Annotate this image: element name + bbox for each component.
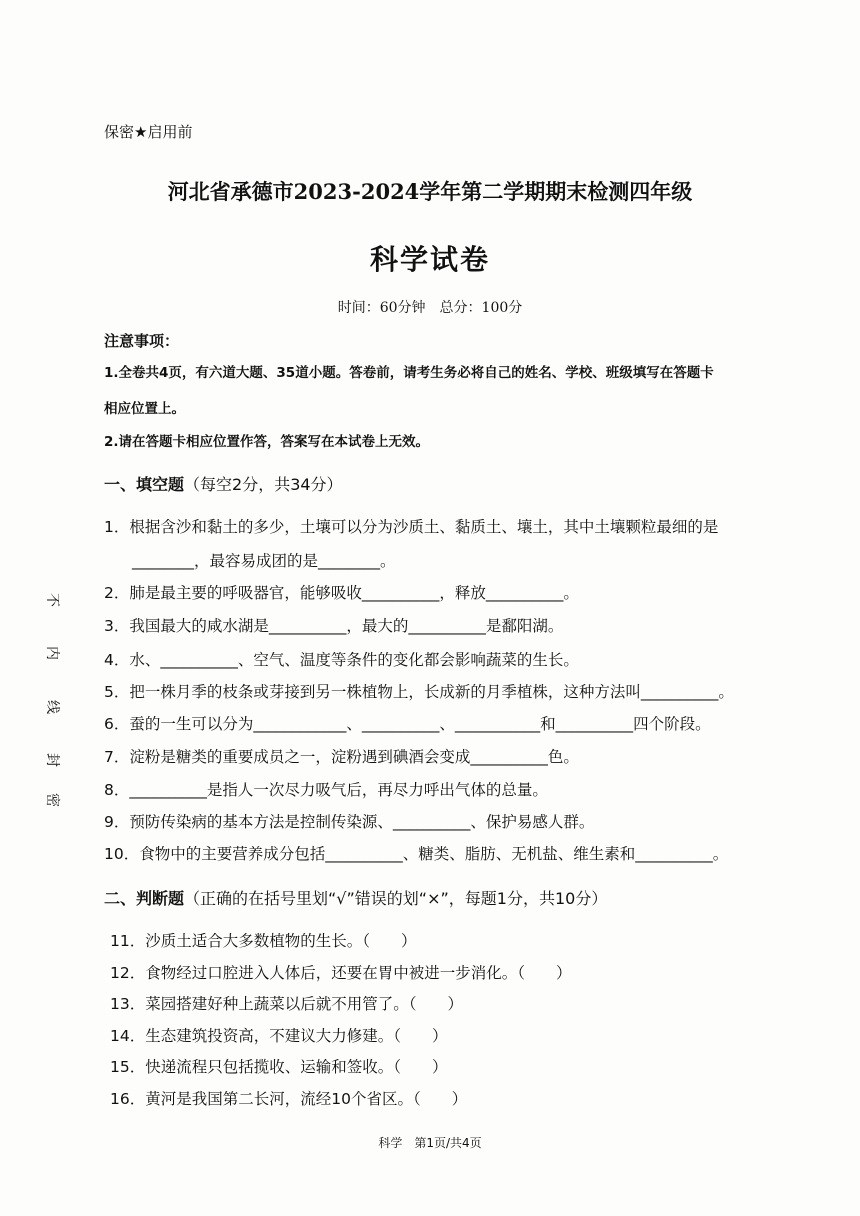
section-fill-blank-heading bbox=[104, 472, 343, 495]
question-line: 2．肺是最主要的呼吸器官，能够吸收__________，释放__________。 bbox=[104, 584, 579, 602]
question-line: 9．预防传染病的基本方法是控制传染源、__________、保护易感人群。 bbox=[104, 813, 595, 831]
binding-line-mark: 线 bbox=[44, 700, 60, 714]
question-line: ________，最容易成团的是________。 bbox=[132, 552, 396, 570]
question-line: 7．淀粉是糖类的重要成员之一，淀粉遇到碘酒会变成__________色。 bbox=[104, 748, 579, 766]
question-line: 14．生态建筑投资高，不建议大力修建。（ ） bbox=[110, 1027, 448, 1045]
notice-line: 2.请在答题卡相应位置作答，答案写在本试卷上无效。 bbox=[104, 434, 430, 450]
exam-title: 河北省承德市2023-2024学年第二学期期末检测四年级 bbox=[167, 179, 693, 204]
question-line: 11．沙质土适合大多数植物的生长。（ ） bbox=[110, 932, 417, 950]
question-line: 12．食物经过口腔进入人体后，还要在胃中被进一步消化。（ ） bbox=[110, 964, 572, 982]
question-line: 5．把一株月季的枝条或芽接到另一株植物上，长成新的月季植株，这种方法叫__________。 bbox=[104, 683, 734, 701]
confidential-mark: 保密★启用前 bbox=[104, 123, 193, 141]
question-line: 10．食物中的主要营养成分包括__________、糖类、脂肪、无机盐、维生素和__________。 bbox=[104, 845, 729, 863]
section-note: （正确的在括号里划“√”错误的划“×”，每题1分，共10分） bbox=[184, 889, 608, 908]
question-line: 1．根据含沙和黏土的多少，土壤可以分为沙质土、黏质土、壤土，其中土壤颗粒最细的是 bbox=[104, 518, 719, 536]
question-line: 15．快递流程只包括揽收、运输和签收。（ ） bbox=[110, 1058, 448, 1076]
binding-line-mark: 不 bbox=[44, 593, 60, 607]
section-title: 二、判断题 bbox=[104, 889, 185, 908]
question-line: 3．我国最大的咸水湖是__________，最大的__________是鄱阳湖。 bbox=[104, 617, 564, 635]
notice-line: 1.全卷共4页，有六道大题、35道小题。答卷前，请考生务必将自己的姓名、学校、班级填写在答题卡 bbox=[104, 365, 714, 381]
question-line: 13．菜园搭建好种上蔬菜以后就不用管了。（ ） bbox=[110, 995, 463, 1013]
notice-line: 相应位置上。 bbox=[104, 401, 185, 417]
question-line: 8．__________是指人一次尽力吸气后，再尽力呼出气体的总量。 bbox=[104, 781, 548, 799]
section-judgement-heading bbox=[104, 886, 607, 909]
binding-line-mark: 密 bbox=[44, 793, 60, 807]
section-title: 一、填空题 bbox=[104, 475, 185, 494]
exam-subtitle: 科学试卷 bbox=[369, 243, 490, 276]
question-line: 6．蚕的一生可以分为____________、__________、___________和__________四个阶段。 bbox=[104, 715, 711, 733]
question-line: 16．黄河是我国第二长河，流经10个省区。（ ） bbox=[110, 1090, 468, 1108]
page-footer: 科学 第1页/共4页 bbox=[378, 1136, 482, 1150]
exam-meta: 时间：60分钟 总分：100分 bbox=[337, 300, 523, 316]
binding-line-mark: 封 bbox=[44, 753, 60, 767]
section-note: （每空2分，共34分） bbox=[184, 475, 343, 494]
binding-line-mark: 内 bbox=[44, 646, 60, 660]
question-line: 4．水、__________、空气、温度等条件的变化都会影响蔬菜的生长。 bbox=[104, 651, 579, 669]
notice-heading: 注意事项： bbox=[104, 332, 180, 350]
